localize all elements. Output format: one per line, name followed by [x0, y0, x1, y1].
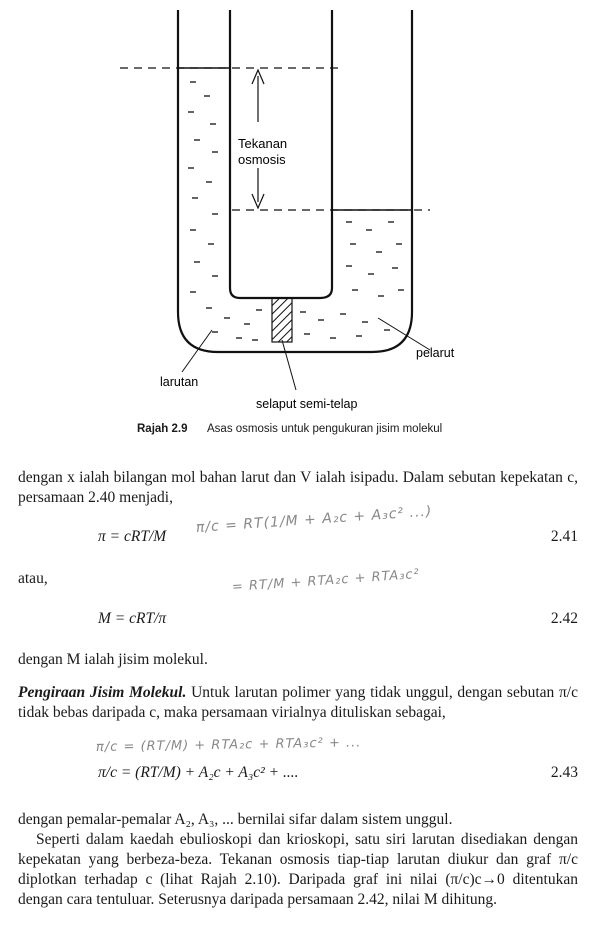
handwritten-note-1: π/c = RT(1/M + A₂c + A₃c² ...) — [195, 503, 433, 536]
solvent-marks — [300, 222, 404, 338]
text-atau: atau, — [18, 570, 48, 587]
osmosis-diagram — [0, 0, 600, 420]
solution-marks — [188, 82, 262, 340]
paragraph-5: Seperti dalam kaedah ebulioskopi dan krioskopi, satu siri larutan disediakan dengan kepekatan yang berbeza-beza. Tekanan osmosis tiap-tiap larutan diukur dan graf π/c diplotkan terhadap c (lihat Rajah 2.10). Daripada graf ini nilai (π/c)c→0 ditentukan dengan cara tentuluar. Seterusnya daripada persamaan 2.42, nilai M dihitung. — [18, 831, 578, 908]
equation-number-2-42: 2.42 — [550, 610, 578, 627]
semi-permeable-membrane — [272, 298, 292, 342]
handwritten-note-3: π/c = (RT/M) + RTA₂c + RTA₃c² + ... — [95, 735, 362, 755]
equation-number-2-41: 2.41 — [550, 528, 578, 545]
section-heading: Pengiraan Jisim Molekul. — [18, 684, 187, 701]
equation-number-2-43: 2.43 — [550, 764, 578, 781]
label-membrane: selaput semi-telap — [256, 397, 358, 411]
equation-2-41: π = cRT/M — [98, 528, 167, 545]
paragraph-3-body: Untuk larutan polimer yang tidak unggul, dengan sebutan π/c tidak bebas daripada c, maka persamaan virialnya dituliskan sebagai, — [18, 684, 578, 721]
paragraph-2: dengan M ialah jisim molekul. — [18, 651, 208, 668]
outer-tube — [178, 10, 412, 352]
equation-2-42: M = cRT/π — [98, 610, 167, 627]
handwritten-note-2: = RT/M + RTA₂c + RTA₃c² — [231, 566, 421, 595]
label-pressure-line2: osmosis — [238, 152, 286, 167]
caption-number: Rajah 2.9 — [137, 423, 188, 435]
label-solution: larutan — [160, 375, 199, 389]
label-pressure-line1: Tekanan — [238, 136, 288, 151]
equation-2-43: π/c = (RT/M) + A₂c + A₃c² + .... — [98, 764, 299, 781]
label-solvent: pelarut — [416, 346, 455, 360]
caption-text: Asas osmosis untuk pengukuran jisim molekul — [207, 423, 443, 435]
paragraph-3 — [18, 683, 578, 723]
paragraph-4: dengan pemalar-pemalar A₂, A₃, ... bernilai sifar dalam sistem unggul. — [18, 811, 453, 828]
membrane-leader — [282, 340, 296, 390]
paragraph-1: dengan x ialah bilangan mol bahan larut dan V ialah isipadu. Dalam sebutan kepekatan c, persamaan 2.40 menjadi, — [18, 469, 578, 506]
